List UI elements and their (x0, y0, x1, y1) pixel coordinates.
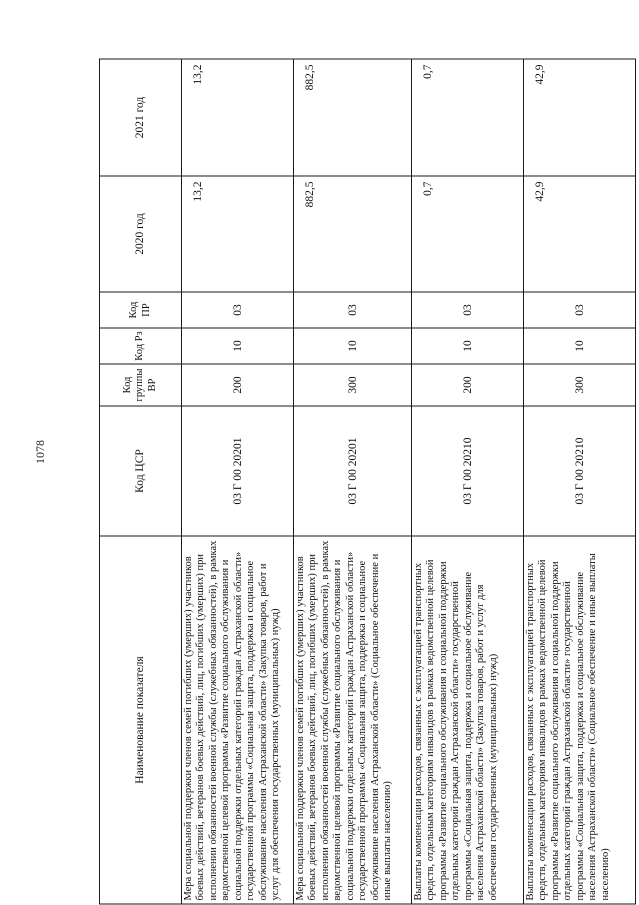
row-vr: 200 (412, 364, 524, 406)
row-name: Выплаты компенсации расходов, связанных с эксплуатацией транспортных средств, отдельным категориям инвалидов в рамках ведомственной целевой программы «Развитие социального обслуживания и социальной поддержки отдельных категорий граждан Астраханской области» государственной программы «Социальная защита, поддержка и социальное обслуживание населения Астраханской области» (Социальное обеспечение и иные выплаты населению) (524, 536, 636, 904)
row-2021: 882,5 (294, 59, 412, 176)
row-name: Выплаты компенсации расходов, связанных с эксплуатацией транспортных средств, отдельным категориям инвалидов в рамках ведомственной целевой программы «Развитие социального обслуживания и социальной поддержки отдельных категорий граждан Астраханской области» государственной программы «Социальная защита, поддержка и социальное обслуживание населения Астраханской области» (Закупка товаров, работ и услуг для обеспечения государственных (муниципальных) нужд) (412, 536, 524, 904)
row-rz: 10 (524, 328, 636, 364)
row-name: Мера социальной поддержки членов семей погибших (умерших) участников боевых действий, ветеранов боевых действий, лиц, погибших (умерших) при исполнении обязанностей военной службы (служебных обязанностей), в рамках ведомственной целевой программы «Развитие социального обслуживания и социальной поддержки отдельных категорий граждан Астраханской области» государственной программы «Социальная защита, поддержка и социальное обслуживание населения Астраханской области» (Социальное обеспечение и иные выплаты населению) (294, 536, 412, 904)
row-pr: 03 (524, 292, 636, 328)
row-2021: 0,7 (412, 59, 524, 176)
row-csr: 03 Г 00 20201 (294, 406, 412, 536)
header-2021: 2021 год (100, 59, 182, 176)
header-rz: Код Рз (100, 328, 182, 364)
budget-table (99, 59, 636, 905)
header-2020: 2020 год (100, 176, 182, 292)
row-rz: 10 (412, 328, 524, 364)
header-csr: Код ЦСР (100, 406, 182, 536)
row-pr: 03 (182, 292, 294, 328)
row-2020: 13,2 (182, 176, 294, 292)
row-2021: 13,2 (182, 59, 294, 176)
header-vr: Код группы ВР (100, 364, 182, 406)
row-2021: 42,9 (524, 59, 636, 176)
row-name: Мера социальной поддержки членов семей погибших (умерших) участников боевых действий, ветеранов боевых действий, лиц, погибших (умерших) при исполнении обязанностей военной службы (служебных обязанностей), в рамках ведомственной целевой программы «Развитие социального обслуживания и социальной поддержки отдельных категорий граждан Астраханской области» государственной программы «Социальная защита, поддержка и социальное обслуживание населения Астраханской области» (Закупка товаров, работ и услуг для обеспечения государственных (муниципальных) нужд) (182, 536, 294, 904)
row-csr: 03 Г 00 20210 (524, 406, 636, 536)
table-row (294, 59, 412, 904)
row-csr: 03 Г 00 20210 (412, 406, 524, 536)
table-row (412, 59, 524, 904)
row-2020: 882,5 (294, 176, 412, 292)
row-rz: 10 (294, 328, 412, 364)
row-2020: 0,7 (412, 176, 524, 292)
row-pr: 03 (412, 292, 524, 328)
table-row (182, 59, 294, 904)
row-rz: 10 (182, 328, 294, 364)
row-vr: 300 (294, 364, 412, 406)
row-vr: 300 (524, 364, 636, 406)
row-vr: 200 (182, 364, 294, 406)
row-csr: 03 Г 00 20201 (182, 406, 294, 536)
row-pr: 03 (294, 292, 412, 328)
row-2020: 42,9 (524, 176, 636, 292)
page-number: 1078 (33, 440, 47, 464)
rotated-table-container (99, 60, 611, 905)
header-pr: Код ПР (100, 292, 182, 328)
table-row (524, 59, 636, 904)
table-header-row (100, 59, 182, 904)
header-name: Наименование показателя (100, 536, 182, 904)
